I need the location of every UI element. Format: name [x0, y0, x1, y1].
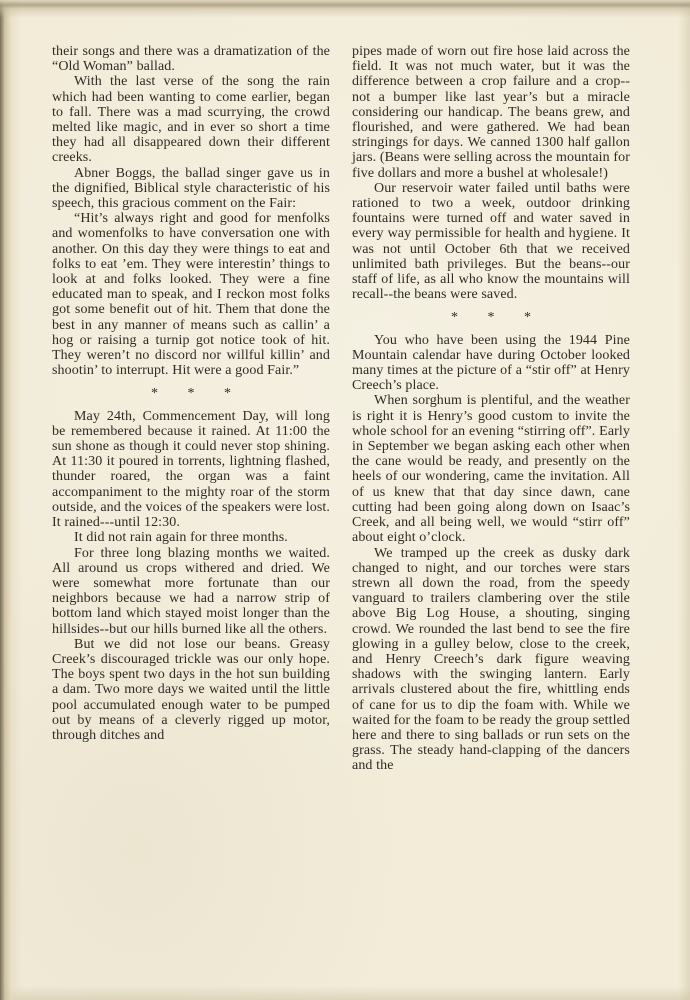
paragraph: When sorghum is plentiful, and the weather is right it is Henry’s good custom to invite the whole school for an evening “stirring off”. Early in September we began asking each other when the cane would be ready, and presently on the heels of our wondering, came the invitation. All of us knew that that day since dawn, cane cutting had been going along down on Isaac’s Creek, and all being well, we would “stirr off” about eight o’clock. [352, 393, 630, 546]
page-content [52, 44, 630, 774]
text-column-right [352, 44, 630, 774]
paragraph: Abner Boggs, the ballad singer gave us in the dignified, Biblical style characteristic of his speech, this gracious comment on the Fair: [52, 165, 330, 212]
paragraph: You who have been using the 1944 Pine Mountain calendar have during October looked many times at the picture of a “stir off” at Henry Creech’s place. [352, 332, 630, 394]
paragraph: Our reservoir water failed until baths were rationed to two a week, outdoor drinking fountains were turned off and water saved in every way permissible for health and hygiene. It was not until October 6th that we received unlimited bath privileges. But the beans--our staff of life, as all who know the mountains will recall--the beans were saved. [352, 180, 630, 303]
paragraph: pipes made of worn out fire hose laid across the field. It was not much water, but it was the difference between a crop failure and a crop--not a bumper like last year’s but a miracle considering our handicap. The beans grew, and flourished, and were gathered. We had bean stringings for days. We canned 1300 half gallon jars. (Beans were selling across the mountain for five dollars and more a bushel at wholesale!) [352, 44, 630, 181]
section-separator: * * * [451, 310, 544, 326]
paragraph: For three long blazing months we waited. All around us crops withered and dried. We were somewhat more fortunate than our neighbors because we had a narrow strip of bottom land which stayed moist longer than the hillsides--but our hills burned like all the others. [52, 545, 330, 637]
paragraph: their songs and there was a dramatization of the “Old Woman” ballad. [52, 44, 330, 75]
paragraph: With the last verse of the song the rain which had been wanting to come earlier, began to fall. There was a mad scurrying, the crowd melted like magic, and in ever so short a time they had all disappeared down their different creeks. [52, 74, 330, 166]
paragraph: We tramped up the creek as dusky dark changed to night, and our torches were stars strewn all down the road, from the speedy vanguard to trailers clambering over the stile above Big Log House, a shouting, singing crowd. We rounded the last bend to see the fire glowing in a gulley below, close to the creek, and Henry Creech’s dark figure weaving shadows with the swinging lantern. Early arrivals clustered about the fire, whittling ends of cane for us to dip the foam with. While we waited for the foam to be ready the group settled here and there to sing ballads or run sets on the grass. The steady hand-clapping of the dancers and the [352, 545, 630, 774]
paragraph: “Hit’s always right and good for menfolks and womenfolks to have conversation one with another. On this day they were things to eat and folks to eat ’em. They were interestin’ things to look at and folks looked. They were a fine educated man to speak, and I reckon most folks got some benefit out of hit. Them that done the best in any manner of means such as callin’ a hog or raising a turnip got notice took of hit. They weren’t no discord nor willful killin’ and shootin’ to interrupt. Hit were a good Fair.” [52, 211, 330, 379]
paragraph: But we did not lose our beans. Greasy Creek’s discouraged trickle was our only hope. The boys spent two days in the hot sun building a dam. Two more days we waited until the little pool accumulated enough water to be pumped out by means of a cleverly rigged up motor, through ditches and [52, 636, 330, 743]
paragraph: May 24th, Commencement Day, will long be remembered because it rained. At 11:00 the sun shone as though it could never stop shining. At 11:30 it poured in torrents, lightning flashed, thunder roared, the organ was a faint accompaniment to the mighty roar of the storm outside, and the voices of the speakers were lost. It rained---until 12:30. [52, 408, 330, 531]
section-separator: * * * [151, 386, 244, 402]
text-column-left [52, 44, 330, 774]
paragraph: It did not rain again for three months. [74, 530, 288, 546]
